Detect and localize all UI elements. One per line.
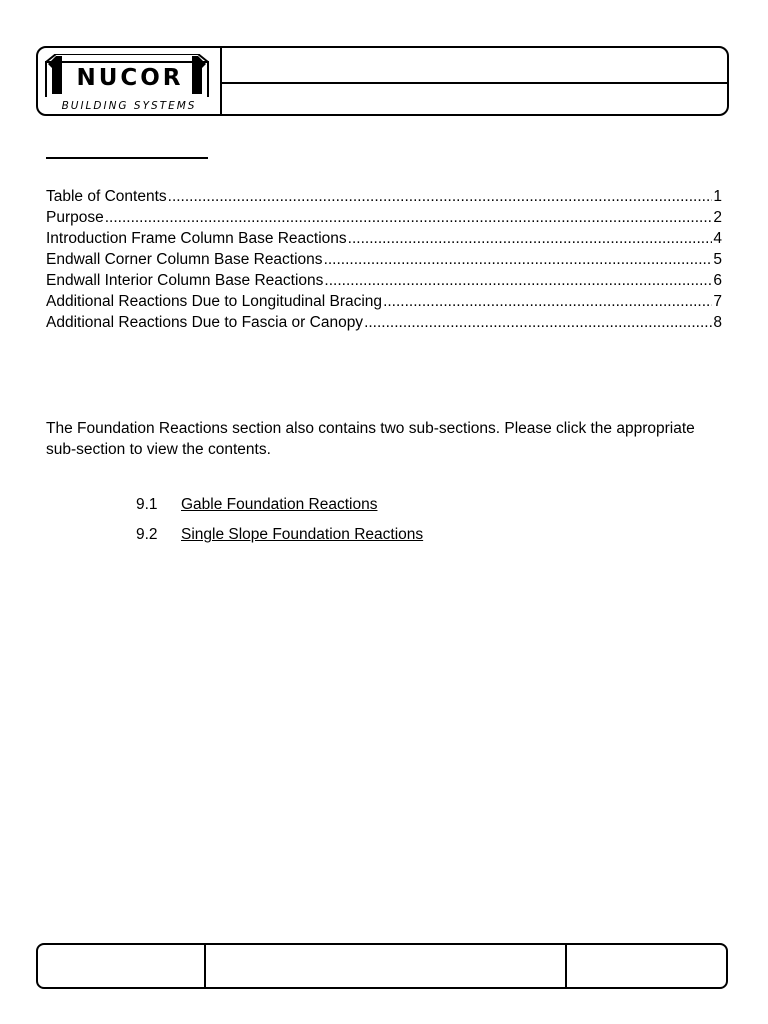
toc-label: Endwall Corner Column Base Reactions xyxy=(46,251,323,268)
subsection-list xyxy=(136,494,423,554)
logo-wordmark: NUCOR xyxy=(76,65,184,91)
toc-row[interactable] xyxy=(46,186,722,207)
toc-label: Purpose xyxy=(46,209,104,226)
toc-row[interactable] xyxy=(46,312,722,333)
toc-row[interactable] xyxy=(46,291,722,312)
toc-leader xyxy=(105,207,713,228)
toc-leader xyxy=(348,228,713,249)
toc-page: 7 xyxy=(713,293,722,310)
subsection-number: 9.1 xyxy=(136,496,158,513)
toc-row[interactable] xyxy=(46,207,722,228)
subsection-item xyxy=(136,524,423,554)
toc-page: 6 xyxy=(713,272,722,289)
toc-label: Endwall Interior Column Base Reactions xyxy=(46,272,324,289)
footer-box xyxy=(36,943,728,989)
footer-divider xyxy=(204,945,206,987)
intro-paragraph: The Foundation Reactions section also contains two sub-sections. Please click the appropriate sub-section to view the contents. xyxy=(46,420,695,458)
table-of-contents xyxy=(46,186,722,333)
toc-leader xyxy=(324,249,713,270)
header-divider-vertical xyxy=(220,48,222,114)
subsection-link-gable[interactable]: Gable Foundation Reactions xyxy=(181,496,378,513)
logo-tagline: BUILDING SYSTEMS xyxy=(61,100,197,112)
subsection-number: 9.2 xyxy=(136,526,158,543)
toc-page: 1 xyxy=(713,188,722,205)
toc-page: 5 xyxy=(713,251,722,268)
subsection-item xyxy=(136,494,423,524)
toc-label: Table of Contents xyxy=(46,188,167,205)
toc-page: 2 xyxy=(713,209,722,226)
subsection-link-single-slope[interactable]: Single Slope Foundation Reactions xyxy=(181,526,424,543)
toc-leader xyxy=(168,186,713,207)
toc-leader xyxy=(364,312,712,333)
toc-leader xyxy=(383,291,712,312)
toc-page: 4 xyxy=(713,230,722,247)
header-box xyxy=(36,46,729,116)
toc-row[interactable] xyxy=(46,249,722,270)
toc-leader xyxy=(324,270,712,291)
toc-row[interactable] xyxy=(46,270,722,291)
section-title-rule xyxy=(46,157,208,159)
nucor-logo xyxy=(38,48,220,114)
toc-label: Additional Reactions Due to Longitudinal Bracing xyxy=(46,293,383,310)
toc-row[interactable] xyxy=(46,228,722,249)
toc-label: Additional Reactions Due to Fascia or Canopy xyxy=(46,314,364,331)
header-divider-horizontal xyxy=(222,82,727,84)
toc-label: Introduction Frame Column Base Reactions xyxy=(46,230,347,247)
footer-divider xyxy=(565,945,567,987)
toc-page: 8 xyxy=(713,314,722,331)
